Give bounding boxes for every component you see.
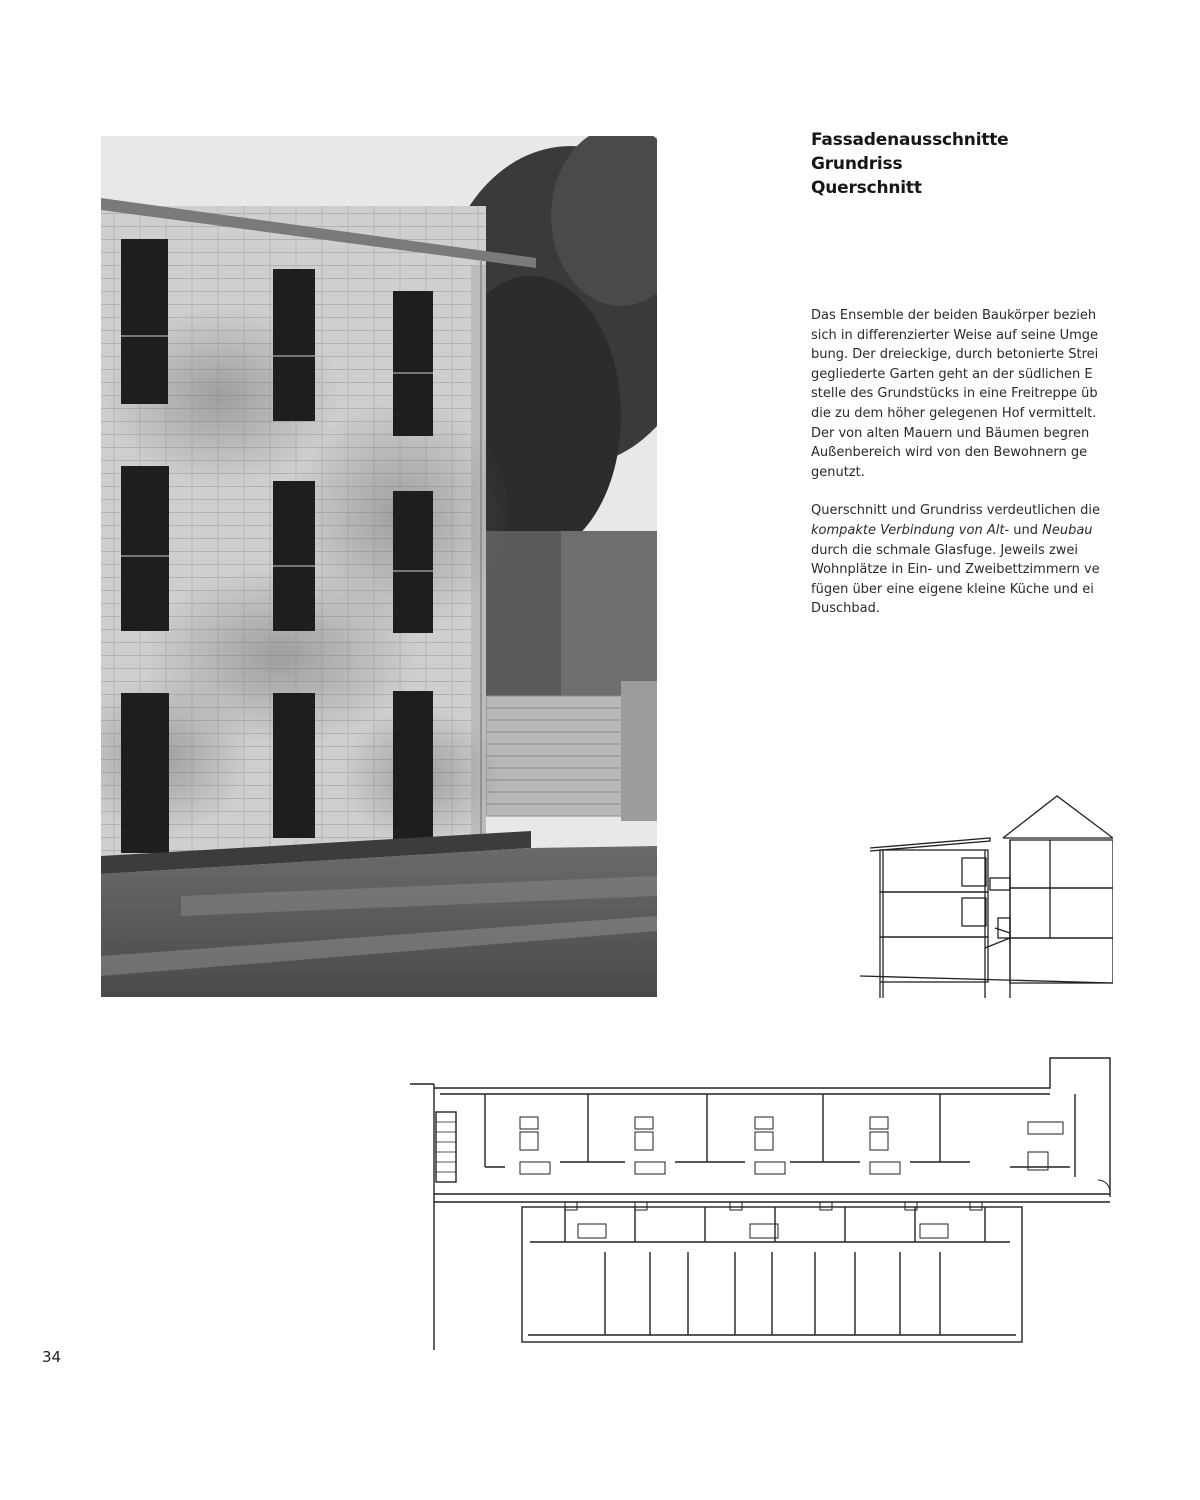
text-line: Der von alten Mauern und Bäumen begren [811, 425, 1090, 441]
text-line: die zu dem höher gelegenen Hof vermittelt. [811, 405, 1097, 421]
caption-facade-details: Fassadenausschnitte [811, 130, 1009, 150]
text-fragment: und [1009, 522, 1043, 538]
floor-plan-drawing [410, 1052, 1113, 1352]
italic-fragment: Neubau [1042, 522, 1093, 538]
figure-captions [811, 128, 1111, 200]
text-line: bung. Der dreieckige, durch betonierte Strei [811, 347, 1099, 363]
text-line: sich in differenzierter Weise auf seine Umge [811, 327, 1099, 343]
text-line: stelle des Grundstücks in eine Freitreppe üb [811, 386, 1098, 402]
text-line: genutzt. [811, 464, 865, 480]
cross-section-drawing [860, 778, 1113, 1000]
body-text [811, 306, 1113, 619]
text-line: Duschbad. [811, 601, 881, 617]
text-line: gegliederte Garten geht an der südlichen E [811, 366, 1093, 382]
facade-photo [101, 136, 657, 997]
text-line: Das Ensemble der beiden Baukörper bezieh [811, 308, 1097, 323]
text-line: Wohnplätze in Ein- und Zweibettzimmern ve [811, 562, 1100, 578]
page-number: 34 [42, 1348, 62, 1366]
paragraph-ensemble [811, 306, 1113, 482]
caption-cross-section: Querschnitt [811, 178, 922, 198]
text-line: Außenbereich wird von den Bewohnern ge [811, 445, 1088, 461]
text-line: fügen über eine eigene kleine Küche und ei [811, 581, 1094, 597]
italic-fragment: kompakte Verbindung von Alt- [811, 522, 1010, 538]
caption-floor-plan: Grundriss [811, 154, 903, 174]
paragraph-section-plan [811, 501, 1113, 619]
text-line: Querschnitt und Grundriss verdeutlichen die [811, 503, 1101, 519]
paragraph-spacer [811, 482, 1113, 501]
text-line-italic [811, 521, 1113, 541]
text-line: durch die schmale Glasfuge. Jeweils zwei [811, 542, 1079, 558]
